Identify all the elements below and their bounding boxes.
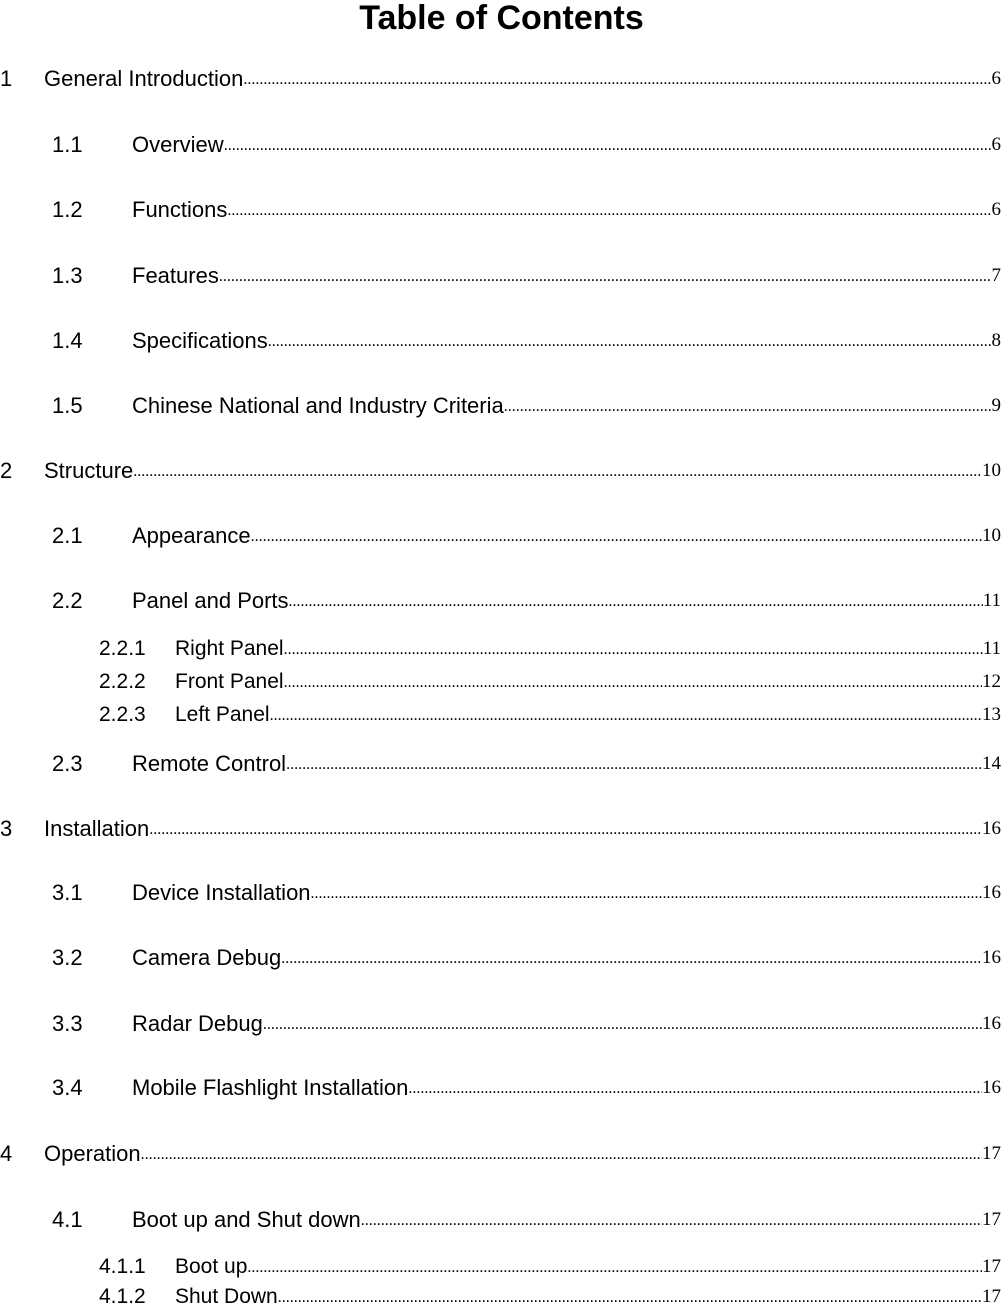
toc-entry-page: 16 bbox=[982, 882, 1001, 903]
toc-entry-label: Structure bbox=[44, 458, 134, 483]
toc-entry-overview[interactable] bbox=[0, 131, 1003, 157]
dot-leader bbox=[224, 137, 992, 155]
toc-entry-number: 2.2.2 bbox=[99, 670, 146, 693]
toc-entry-boot-up-and-shut-down[interactable] bbox=[0, 1206, 1003, 1232]
toc-entry-page: 11 bbox=[982, 590, 1001, 611]
toc-entry-page: 14 bbox=[982, 753, 1001, 774]
toc-entry-page: 13 bbox=[982, 704, 1001, 725]
toc-entry-number: 1.3 bbox=[52, 263, 83, 288]
toc-entry-page: 12 bbox=[982, 671, 1001, 692]
dot-leader bbox=[251, 528, 982, 546]
toc-entry-number: 4.1 bbox=[52, 1207, 83, 1232]
dot-leader bbox=[286, 756, 982, 774]
toc-entry-number: 1.1 bbox=[52, 132, 83, 157]
dot-leader bbox=[268, 333, 992, 351]
dot-leader bbox=[219, 268, 992, 286]
toc-entry-page: 9 bbox=[991, 395, 1001, 416]
toc-entry-page: 16 bbox=[982, 1077, 1001, 1098]
dot-leader bbox=[284, 641, 983, 659]
toc-entry-label: Right Panel bbox=[175, 637, 284, 660]
toc-entry-page: 16 bbox=[982, 818, 1001, 839]
toc-entry-specifications[interactable] bbox=[0, 327, 1003, 353]
toc-entry-label: Front Panel bbox=[175, 670, 284, 693]
dot-leader bbox=[311, 885, 982, 903]
dot-leader bbox=[408, 1080, 982, 1098]
dot-leader bbox=[270, 707, 982, 725]
toc-entry-page: 7 bbox=[991, 265, 1001, 286]
toc-entry-number: 3.2 bbox=[52, 945, 83, 970]
toc-entry-page: 17 bbox=[982, 1286, 1001, 1307]
toc-entry-label: Boot up and Shut down bbox=[132, 1207, 361, 1232]
toc-entry-right-panel[interactable] bbox=[0, 635, 1003, 661]
toc-entry-page: 10 bbox=[982, 525, 1001, 546]
toc-entry-page: 8 bbox=[991, 330, 1001, 351]
toc-entry-label: General Introduction bbox=[44, 66, 244, 91]
toc-entry-label: Panel and Ports bbox=[132, 588, 289, 613]
dot-leader bbox=[281, 950, 982, 968]
toc-entry-page: 6 bbox=[991, 199, 1001, 220]
toc-entry-number: 2.1 bbox=[52, 523, 83, 548]
toc-entry-camera-debug[interactable] bbox=[0, 944, 1003, 970]
toc-entry-shut-down[interactable] bbox=[0, 1283, 1003, 1309]
toc-entry-page: 17 bbox=[982, 1256, 1001, 1277]
toc-entry-label: Appearance bbox=[132, 523, 251, 548]
toc-entry-number: 2.2.1 bbox=[99, 637, 146, 660]
toc-entry-label: Radar Debug bbox=[132, 1011, 263, 1036]
dot-leader bbox=[247, 1259, 982, 1277]
dot-leader bbox=[141, 1146, 982, 1164]
toc-entry-structure[interactable] bbox=[0, 457, 1003, 483]
toc-entry-features[interactable] bbox=[0, 262, 1003, 288]
dot-leader bbox=[133, 463, 982, 481]
toc-entry-page: 10 bbox=[982, 460, 1001, 481]
toc-entry-label: Installation bbox=[44, 816, 150, 841]
toc-entry-panel-and-ports[interactable] bbox=[0, 587, 1003, 613]
toc-entry-number: 4.1.2 bbox=[99, 1285, 146, 1308]
toc-entry-installation[interactable] bbox=[0, 815, 1003, 841]
toc-entry-number: 1.2 bbox=[52, 197, 83, 222]
dot-leader bbox=[243, 71, 991, 89]
toc-entry-criteria[interactable] bbox=[0, 392, 1003, 418]
toc-entry-label: Camera Debug bbox=[132, 945, 282, 970]
toc-entry-page: 17 bbox=[982, 1143, 1001, 1164]
toc-entry-number: 2.2 bbox=[52, 588, 83, 613]
dot-leader bbox=[361, 1212, 982, 1230]
dot-leader bbox=[227, 202, 991, 220]
toc-entry-number: 3.1 bbox=[52, 880, 83, 905]
toc-entry-page: 16 bbox=[982, 947, 1001, 968]
toc-entry-label: Remote Control bbox=[132, 751, 287, 776]
toc-entry-page: 11 bbox=[982, 638, 1001, 659]
toc-entry-remote-control[interactable] bbox=[0, 750, 1003, 776]
toc-entry-operation[interactable] bbox=[0, 1140, 1003, 1166]
toc-entry-left-panel[interactable] bbox=[0, 701, 1003, 727]
toc-entry-label: Mobile Flashlight Installation bbox=[132, 1075, 409, 1100]
toc-entry-page: 6 bbox=[991, 68, 1001, 89]
toc-entry-label: Features bbox=[132, 263, 219, 288]
toc-entry-label: Operation bbox=[44, 1141, 141, 1166]
toc-entry-mobile-flashlight-installation[interactable] bbox=[0, 1074, 1003, 1100]
dot-leader bbox=[284, 674, 982, 692]
toc-entry-label: Overview bbox=[132, 132, 224, 157]
toc-entry-number: 3.4 bbox=[52, 1075, 83, 1100]
toc-entry-label: Boot up bbox=[175, 1255, 248, 1278]
toc-entry-label: Shut Down bbox=[175, 1285, 278, 1308]
toc-entry-number: 1.5 bbox=[52, 393, 83, 418]
toc-entry-number: 2.2.3 bbox=[99, 703, 146, 726]
toc-entry-number: 2.3 bbox=[52, 751, 83, 776]
toc-entry-number: 3.3 bbox=[52, 1011, 83, 1036]
toc-entry-radar-debug[interactable] bbox=[0, 1010, 1003, 1036]
dot-leader bbox=[278, 1289, 982, 1307]
toc-entry-page: 17 bbox=[982, 1209, 1001, 1230]
toc-entry-label: Chinese National and Industry Criteria bbox=[132, 393, 504, 418]
dot-leader bbox=[149, 821, 982, 839]
dot-leader bbox=[263, 1016, 982, 1034]
page-title: Table of Contents bbox=[359, 0, 644, 37]
toc-entry-number: 2 bbox=[0, 458, 13, 483]
toc-entry-number: 1.4 bbox=[52, 328, 83, 353]
toc-entry-number: 1 bbox=[0, 66, 13, 91]
toc-entry-page: 6 bbox=[991, 134, 1001, 155]
dot-leader bbox=[289, 593, 983, 611]
toc-entry-number: 3 bbox=[0, 816, 13, 841]
toc-entry-device-installation[interactable] bbox=[0, 879, 1003, 905]
toc-entry-page: 16 bbox=[982, 1013, 1001, 1034]
toc-entry-boot-up[interactable] bbox=[0, 1253, 1003, 1279]
toc-entry-appearance[interactable] bbox=[0, 522, 1003, 548]
toc-entry-label: Specifications bbox=[132, 328, 268, 353]
dot-leader bbox=[504, 398, 992, 416]
toc-entry-general-introduction[interactable] bbox=[0, 65, 1003, 91]
toc-entry-functions[interactable] bbox=[0, 196, 1003, 222]
toc-entry-label: Left Panel bbox=[175, 703, 270, 726]
toc-entry-label: Device Installation bbox=[132, 880, 311, 905]
toc-entry-number: 4 bbox=[0, 1141, 13, 1166]
toc-entry-label: Functions bbox=[132, 197, 228, 222]
toc-entry-front-panel[interactable] bbox=[0, 668, 1003, 694]
toc-entry-number: 4.1.1 bbox=[99, 1255, 146, 1278]
